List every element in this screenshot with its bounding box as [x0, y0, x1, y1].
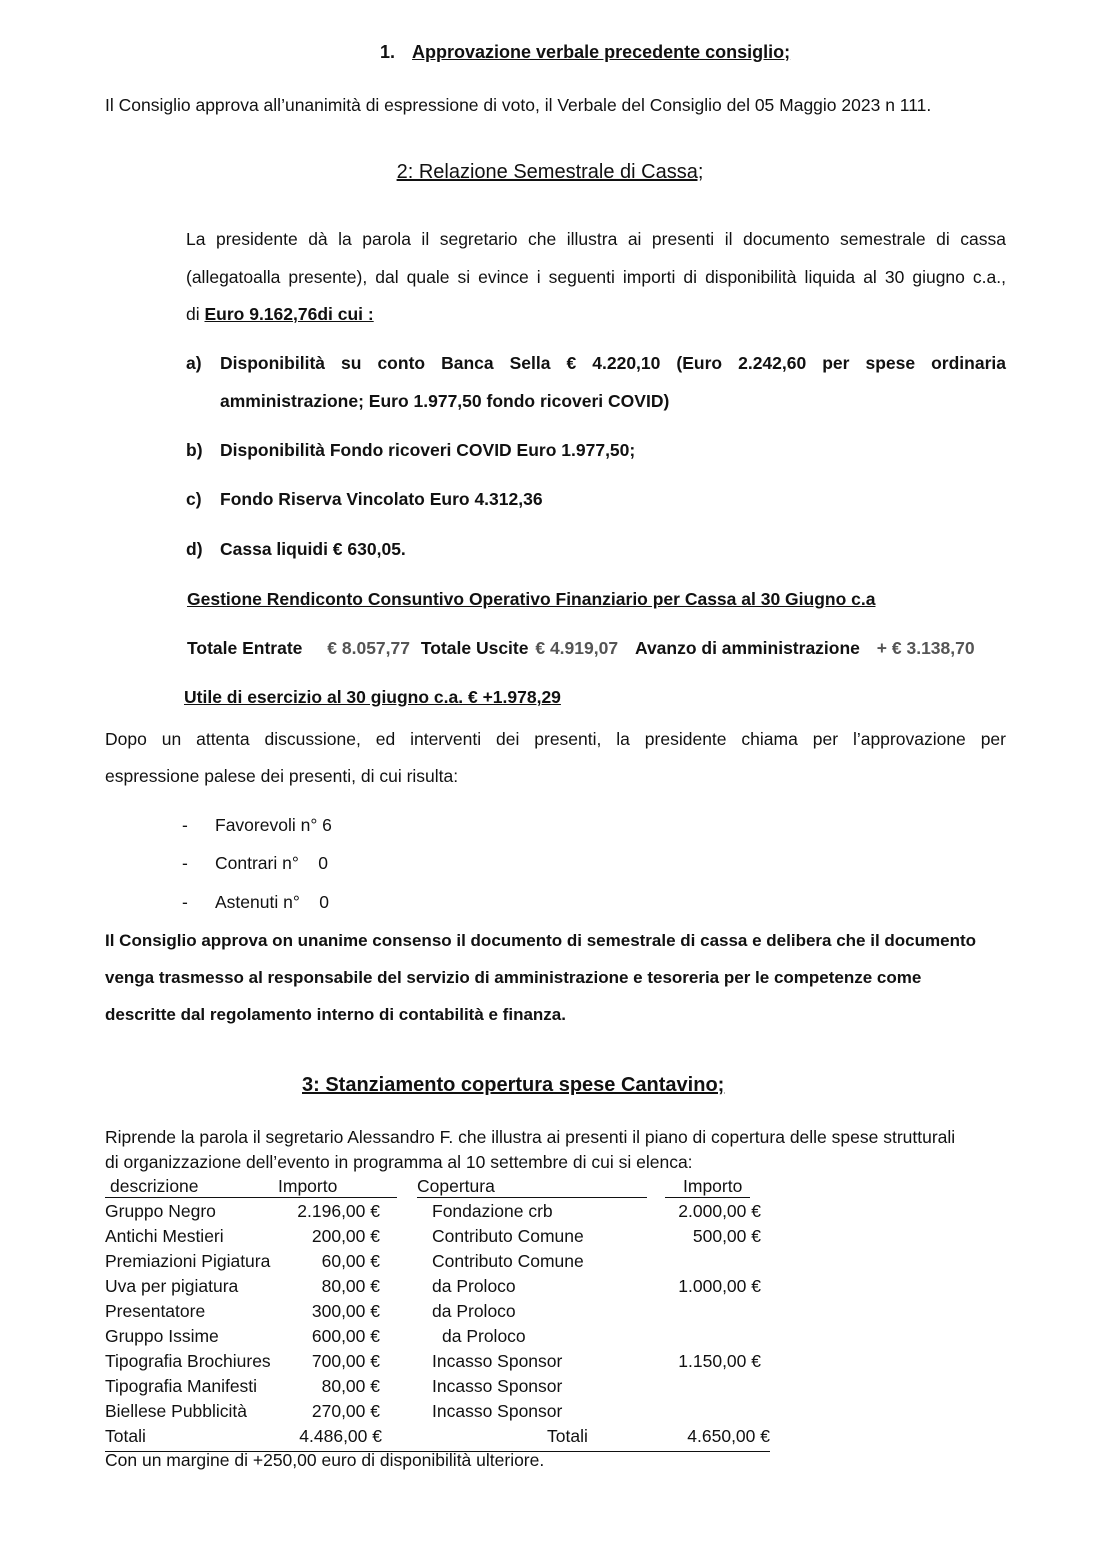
total-euro: Euro 9.162,76di cui : [204, 304, 374, 324]
cell-descrizione: Premiazioni Pigiatura [105, 1251, 271, 1271]
cell-copertura: Incasso Sponsor [432, 1351, 563, 1371]
cell-importo: 60,00 € [321, 1251, 380, 1271]
cell-descrizione: Presentatore [105, 1301, 206, 1321]
cell-copertura: da Proloco [442, 1326, 526, 1346]
item-c-text: Fondo Riserva Vincolato Euro 4.312,36 [220, 489, 543, 509]
item-a-line-2: amministrazione; Euro 1.977,50 fondo ricoveri COVID) [220, 391, 670, 411]
vote-contrari-dash: - [182, 853, 188, 873]
totals-importo: 4.486,00 € [299, 1426, 382, 1446]
table-body [105, 1201, 770, 1426]
cell-copertura: Fondazione crb [432, 1201, 553, 1221]
table-header: Importo [278, 1176, 338, 1196]
cell-importo: 300,00 € [311, 1301, 380, 1321]
section-3-para-line-1: Riprende la parola il segretario Alessandro F. che illustra ai presenti il piano di copertura delle spese strutturali [105, 1127, 956, 1147]
table-row [105, 1376, 770, 1401]
table-row [105, 1401, 770, 1426]
table-row [105, 1326, 770, 1351]
conclusion-line-2: venga trasmesso al responsabile del servizio di amministrazione e tesoreria per le competenze come [105, 968, 922, 987]
cell-descrizione: Antichi Mestieri [105, 1226, 224, 1246]
margin-note: Con un margine di +250,00 euro di disponibilità ulteriore. [105, 1450, 545, 1470]
header-underline [105, 1197, 277, 1198]
avanzo-value: + € 3.138,70 [876, 638, 975, 658]
cell-importo: 80,00 € [321, 1376, 380, 1396]
gestione-heading: Gestione Rendiconto Consuntivo Operativo Finanziario per Cassa al 30 Giugno c.a [187, 589, 876, 609]
table-header: descrizione [110, 1176, 199, 1196]
table-row [105, 1226, 770, 1251]
cell-copertura: da Proloco [432, 1301, 516, 1321]
cell-copertura: Contributo Comune [432, 1251, 584, 1271]
header-underline [417, 1197, 647, 1198]
totals-copertura-importo: 4.650,00 € [687, 1426, 770, 1446]
table-row [105, 1201, 770, 1226]
cell-descrizione: Uva per pigiatura [105, 1276, 239, 1296]
table-row [105, 1351, 770, 1376]
header-underline [277, 1197, 397, 1198]
cell-importo: 270,00 € [311, 1401, 380, 1421]
totale-entrate-label: Totale Entrate [187, 638, 303, 658]
section-1-number: 1. [380, 42, 396, 62]
table-row [105, 1276, 770, 1301]
section-3-heading: 3: Stanziamento copertura spese Cantavino; [302, 1074, 725, 1096]
cell-importo: 2.196,00 € [297, 1201, 380, 1221]
cell-copertura: da Proloco [432, 1276, 516, 1296]
totals-label: Totali [105, 1426, 146, 1446]
dopo-line-1: Dopo un attenta discussione, ed interventi dei presenti, la presidente chiama per l’approvazione per [105, 729, 1006, 749]
section-1-title: Approvazione verbale precedente consiglio; [412, 42, 791, 62]
cell-copertura-importo: 1.150,00 € [678, 1351, 761, 1371]
copertura-table [105, 1176, 770, 1452]
vote-astenuti: Astenuti n° 0 [215, 892, 330, 912]
cell-copertura: Contributo Comune [432, 1226, 584, 1246]
table-row [105, 1301, 770, 1326]
conclusion-line-1: Il Consiglio approva on unanime consenso il documento di semestrale di cassa e delibera che il documento [105, 931, 976, 950]
item-a-label: a) [186, 353, 202, 373]
utile-line: Utile di esercizio al 30 giugno c.a. € +1.978,29 [184, 687, 561, 707]
totals-label-copertura: Totali [547, 1426, 588, 1446]
item-b-label: b) [186, 440, 203, 460]
item-d-label: d) [186, 539, 203, 559]
para-prefix: di [186, 304, 205, 324]
header-underline [665, 1197, 750, 1198]
cell-descrizione: Tipografia Manifesti [105, 1376, 258, 1396]
section-2-title: 2: Relazione Semestrale di Cassa; [396, 161, 704, 183]
cell-descrizione: Tipografia Brochiures [105, 1351, 271, 1371]
cell-copertura-importo: 500,00 € [692, 1226, 761, 1246]
section-2-para-line-2: (allegatoalla presente), dal quale si evince i seguenti importi di disponibilità liquida al 30 giugno c.a., [186, 267, 1006, 287]
cell-descrizione: Biellese Pubblicità [105, 1401, 248, 1421]
vote-contrari: Contrari n° 0 [215, 853, 329, 873]
vote-favorevoli-dash: - [182, 815, 188, 835]
cell-copertura-importo: 1.000,00 € [678, 1276, 761, 1296]
table-row [105, 1251, 770, 1276]
section-1-text: Il Consiglio approva all’unanimità di espressione di voto, il Verbale del Consiglio del 05 Maggio 2023 n 111. [105, 95, 932, 115]
cell-descrizione: Gruppo Issime [105, 1326, 219, 1346]
section-3-para-line-2: di organizzazione dell’evento in programma al 10 settembre di cui si elenca: [105, 1152, 693, 1172]
item-d-text: Cassa liquidi € 630,05. [220, 539, 406, 559]
table-header: Copertura [417, 1176, 495, 1196]
cell-importo: 80,00 € [321, 1276, 380, 1296]
cell-descrizione: Gruppo Negro [105, 1201, 216, 1221]
cell-importo: 700,00 € [311, 1351, 380, 1371]
section-2-para-line-1: La presidente dà la parola il segretario che illustra ai presenti il documento semestrale di cassa [186, 229, 1006, 249]
vote-astenuti-dash: - [182, 892, 188, 912]
item-c-label: c) [186, 489, 202, 509]
table-totals-row [105, 1426, 770, 1452]
cell-importo: 200,00 € [311, 1226, 380, 1246]
item-b-text: Disponibilità Fondo ricoveri COVID Euro 1.977,50; [220, 440, 636, 460]
section-2-para-line-3 [186, 304, 374, 325]
section-1-heading [380, 42, 790, 63]
cell-copertura: Incasso Sponsor [432, 1376, 563, 1396]
cell-copertura: Incasso Sponsor [432, 1401, 563, 1421]
cell-copertura-importo: 2.000,00 € [678, 1201, 761, 1221]
avanzo-label: Avanzo di amministrazione [634, 638, 860, 658]
totale-uscite-value: € 4.919,07 [535, 638, 619, 658]
cell-importo: 600,00 € [311, 1326, 380, 1346]
item-a-line-1: Disponibilità su conto Banca Sella € 4.220,10 (Euro 2.242,60 per spese ordinaria [220, 353, 1006, 373]
conclusion-line-3: descritte dal regolamento interno di contabilità e finanza. [105, 1005, 566, 1024]
totale-entrate-value: € 8.057,77 [327, 638, 410, 658]
vote-favorevoli: Favorevoli n° 6 [215, 815, 332, 835]
totals-line [187, 638, 975, 659]
totale-uscite-label: Totale Uscite [420, 638, 529, 658]
dopo-line-2: espressione palese dei presenti, di cui risulta: [105, 766, 459, 786]
table-header: Importo [683, 1176, 743, 1196]
section-2-heading [0, 161, 1100, 184]
